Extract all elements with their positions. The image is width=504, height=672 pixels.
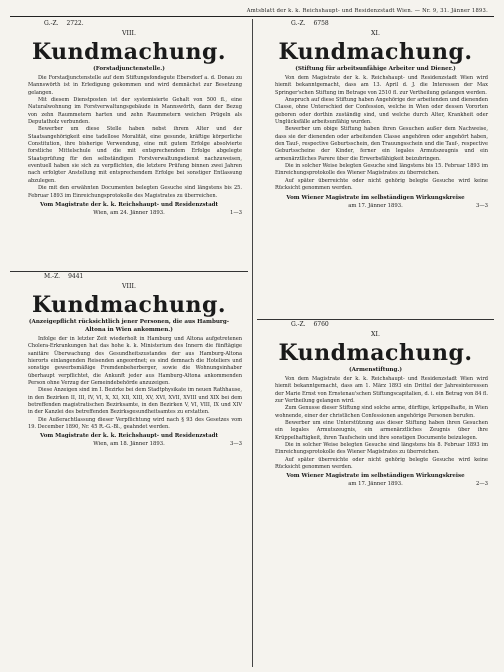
ref-number: 9441	[68, 273, 84, 280]
department-number: VIII.	[121, 30, 136, 37]
place-date-row	[257, 480, 494, 488]
reference-number	[257, 19, 494, 29]
insertion-mark: 2—3	[475, 481, 488, 488]
ref-prefix: M.-Z.	[44, 273, 61, 280]
place-date-row	[10, 209, 248, 217]
ref-number: 6758	[313, 20, 329, 27]
paragraph: Auf später überreichte oder nicht gehörig belegte Gesuche wird keine Rücksicht genommen werden.	[275, 177, 488, 192]
paragraph: Bewerber um diese Stelle haben nebst ihrem Alter und der Staatsangehörigkeit eine tadellose Moralität, eine gesunde, kräftige körperliche Constitution, ihre bisherige Verwendung, eine mit gutem Erfolge absolvierte forstliche Mittelschule und die mit entsprechendem Erfolge abgelegte Staatsprüfung für den selbständigen Forstverwaltungsdienst nachzuweisen, eventuell haben sie sich zu verpflichten, die letztere Prüfung binnen zwei Jahren nach erfolgter Anstellung mit entsprechendem Erfolge bei sonstiger Entlassung abzulegen.	[28, 126, 242, 184]
left-column	[10, 19, 248, 667]
paragraph: Zum Genusse dieser Stiftung sind solche arme, dürftige, krüppelhafte, in Wien wohnende, einer der christlichen Confessionen angehörige Personen berufen.	[275, 405, 488, 419]
paragraph: Mit diesem Dienstposten ist der systemisierte Gehalt von 500 fl., eine Naturalwohnung im Forstverwaltungsgebäude in Mannswörth, dann der Bezug von zehn Raummetern harten und zehn Raummetern weichen Prügeln als Deputatholz verbunden.	[28, 97, 242, 126]
notice-title: Kundmachung.	[32, 39, 226, 65]
paragraph: Diese Anzeigen sind im I. Bezirke bei dem Stadtphysikate im neuen Rathhause, in den Bezirken II, III, IV, VI, X, XI, XII, XIII, XV, XVI, XVII, XVIII und XIX bei dem betreffenden magistratischen Bezirksamte, in den Bezirken V, VI, VIII, IX und XIV in der Kanzlei des betreffenden Bezirksgesundheitsamtes zu erstatten.	[28, 387, 242, 416]
place-date-row	[257, 202, 494, 210]
paragraph: Die Forstadjunctenstelle auf dem Stiftungsfondsgute Ebersdorf a. d. Donau zu Mannswörth ist in Erledigung gekommen und wird demnächst zur Besetzung gelangen.	[28, 75, 242, 96]
paragraph: Auf später überreichte oder nicht gehörig belegte Gesuche wird keine Rücksicht genommen werden.	[275, 456, 488, 471]
reference-number	[10, 19, 248, 29]
paragraph: Die Außerachtlassung dieser Verpflichtung wird nach § 93 des Gesetzes vom 19. December 1890, Nr. 45 R.-G.-Bl., geahndet werden.	[28, 416, 242, 431]
place-date-row	[10, 440, 248, 448]
notice-subtitle: (Armenstiftung.)	[349, 367, 402, 373]
notice-title: Kundmachung.	[278, 340, 473, 366]
place-date: Wien, am 18. Jänner 1893.	[93, 441, 165, 448]
notice-signature: Vom Wiener Magistrate im selbständigen Wirkungskreise	[286, 194, 465, 201]
paragraph: Von dem Magistrate der k. k. Reichshaupt- und Residenzstadt Wien wird hiemit bekanntgemacht, dass am 13. April d. J. die Interessen der Max Springer'schen Stiftung im Betrage von 2510 fl. zur Vertheilung gelangen werden.	[275, 75, 488, 96]
department-number: VIII.	[121, 283, 136, 290]
notice-anzeigepflicht	[10, 271, 248, 667]
notice-body	[257, 75, 494, 193]
notice-signature: Vom Wiener Magistrate im selbständigen Wirkungskreise	[286, 473, 465, 480]
department-number: XI.	[371, 30, 380, 37]
insertion-mark: 3—3	[475, 202, 488, 209]
right-column	[257, 19, 494, 667]
ref-prefix: G.-Z.	[291, 321, 306, 328]
paragraph: Die in solcher Weise belegten Gesuche sind längstens bis 15. Februar 1893 im Einreichungsprotokolle des Wiener Magistrates zu überreichen.	[275, 163, 488, 177]
reference-number	[257, 320, 494, 330]
notice-forstadjunct	[10, 19, 248, 271]
notice-title: Kundmachung.	[32, 292, 226, 318]
notice-body	[257, 376, 494, 471]
column-divider	[252, 19, 253, 667]
reference-number	[10, 272, 248, 282]
ref-number: 6760	[313, 321, 329, 328]
notice-signature: Vom Magistrate der k. k. Reichshaupt- und Residenzstadt	[39, 433, 219, 440]
page-header: Amtsblatt der k. k. Reichshaupt- und Residenzstadt Wien. — Nr. 9, 31. Jänner 1893.	[10, 6, 494, 17]
notice-subtitle: (Anzeigepflicht rücksichtlich jener Personen, die aus Hamburg-Altona in Wien ankommen.)	[28, 319, 230, 333]
notice-arbeiter-diener	[257, 19, 494, 319]
columns	[10, 19, 494, 667]
insertion-mark: 3—3	[229, 441, 242, 448]
paragraph: Die in solcher Weise belegten Gesuche sind längstens bis 8. Februar 1893 im Einreichungsprotokolle des Wiener Magistrates zu überreichen.	[275, 442, 488, 456]
notice-body	[10, 336, 248, 431]
notice-title: Kundmachung.	[278, 39, 473, 65]
ref-prefix: G.-Z.	[291, 20, 306, 27]
notice-subtitle: (Stiftung für arbeitsunfähige Arbeiter und Diener.)	[295, 66, 456, 72]
notice-body	[10, 75, 248, 200]
paragraph: Infolge der in letzter Zeit wiederholt in Hamburg und Altona aufgetretenen Cholera-Erkrankungen hat das hohe k. k. Ministerium des Innern die fünftägige sanitäre Überwachung des Gesundheitszustandes der aus Hamburg-Altona hierorts einlangenden Reisenden angeordnet; es sind demnach die Hoteliers und sonstige gewerbsmäßige Fremdenbeherberger, sowie die Wohnungsinhaber überhaupt verpflichtet, die Ankunft jeder aus Hamburg-Altona ankommenden Person ohne Verzug der Gemeindebehörde anzuzeigen.	[28, 336, 242, 387]
department-number: XI.	[371, 331, 380, 338]
place-date: am 17. Jänner 1893.	[348, 481, 403, 488]
ref-number: 2722.	[66, 20, 84, 27]
ref-prefix: G.-Z.	[44, 20, 59, 27]
paragraph: Bewerber um eine Unterstützung aus dieser Stiftung haben ihren Gesuchen ein legales Armutszeugnis, ein armenärztliches Zeugnis über ihre Krüppelhaftigkeit, ihren Taufschein und ihre sonstigen Documente beizulegen.	[275, 420, 488, 441]
insertion-mark: 1—3	[229, 209, 242, 216]
paragraph: Die mit den erwähnten Documenten belegten Gesuche sind längstens bis 25. Februar 1893 im Einreichungsprotokolle des Magistrates zu überreichen.	[28, 185, 242, 199]
paragraph: Von dem Magistrate der k. k. Reichshaupt- und Residenzstadt Wien wird hiemit bekanntgemacht, dass am 1. März 1893 ein Drittel der Jahresinteressen der Marie Ernst von Ernstenau'schen Stiftungscapitalien, d. i. ein Betrag von 84 fl. zur Vertheilung gelangen wird.	[275, 376, 488, 405]
paragraph: Bewerber um obige Stiftung haben ihren Gesuchen außer dem Nachweise, dass sie der dienenden oder arbeitenden Classe angehören oder angehört haben, den Tauf-, respective Geburtsschein, den Trauungsschein und die Tauf-, respective Geburtsscheine der Kinder, ferner ein legales Armutszeugnis und ein armenärztliches Parere über die Erwerbsfähigkeit beizubringen.	[275, 126, 488, 162]
place-date: Wien, am 24. Jänner 1893.	[93, 209, 165, 216]
notice-subtitle: (Forstadjunctenstelle.)	[93, 66, 165, 72]
notice-armenstiftung	[257, 319, 494, 667]
place-date: am 17. Jänner 1893.	[348, 202, 403, 209]
paragraph: Anspruch auf diese Stiftung haben Angehörige der arbeitenden und dienenden Classe, ohne Unterschied der Confession, welche in Wien oder dessen Vororten geboren oder dorthin zuständig sind, und welche durch Alter, Krankheit oder Unglücksfälle arbeitsunfähig wurden.	[275, 97, 488, 126]
notice-signature: Vom Magistrate der k. k. Reichshaupt- und Residenzstadt	[39, 201, 219, 208]
